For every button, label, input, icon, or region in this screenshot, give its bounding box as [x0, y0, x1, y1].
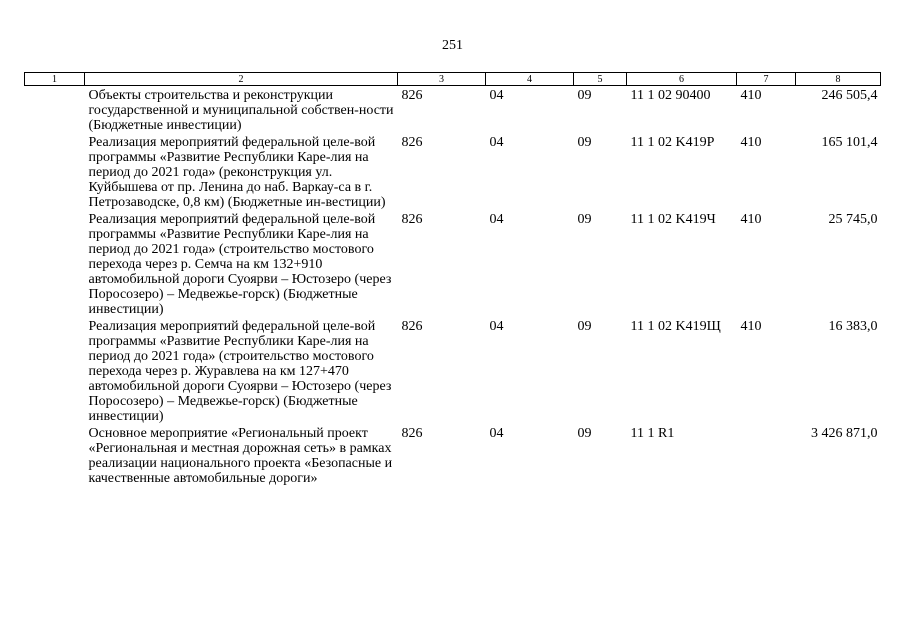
budget-table — [24, 72, 881, 486]
amount: 165 101,4 — [821, 135, 878, 150]
table-row — [25, 133, 881, 210]
column-header: 5 — [574, 73, 627, 86]
subsection-code: 09 — [577, 212, 592, 227]
expense-type-code: 410 — [740, 135, 762, 150]
column-header: 7 — [737, 73, 796, 86]
amount: 3 426 871,0 — [811, 426, 878, 441]
ministry-code: 826 — [401, 319, 423, 334]
column-header: 4 — [486, 73, 574, 86]
section-code: 04 — [489, 135, 504, 150]
expense-name: Реализация мероприятий федеральной целе-вой программы «Развитие Республики Каре-лия на период до 2021 года» (строительство мостового перехода через р. Журавлева на км 127+470 автомобильной дороги Суоярви – Юстозеро (через Поросозеро) – Медвежье-горск) (Бюджетные инвестиции) — [88, 319, 392, 424]
target-article-code: 11 1 02 K419Щ — [630, 319, 721, 334]
column-header: 1 — [25, 73, 85, 86]
column-header: 2 — [85, 73, 398, 86]
ministry-code: 826 — [401, 88, 423, 103]
ministry-code: 826 — [401, 426, 423, 441]
table-row — [25, 210, 881, 317]
subsection-code: 09 — [577, 135, 592, 150]
expense-type-code: 410 — [740, 88, 762, 103]
ministry-code: 826 — [401, 135, 423, 150]
section-code: 04 — [489, 88, 504, 103]
page-number: 251 — [442, 38, 463, 53]
column-number-row — [25, 73, 881, 86]
column-header: 8 — [796, 73, 881, 86]
section-code: 04 — [489, 426, 504, 441]
expense-name: Реализация мероприятий федеральной целе-вой программы «Развитие Республики Каре-лия на период до 2021 года» (строительство мостового перехода через р. Семча на км 132+910 автомобильной дороги Суоярви – Юстозеро (через Поросозеро) – Медвежье-горск) (Бюджетные инвестиции) — [88, 212, 392, 317]
amount: 246 505,4 — [821, 88, 878, 103]
expense-type-code — [737, 424, 796, 486]
expense-type-code: 410 — [740, 212, 762, 227]
table-row — [25, 317, 881, 424]
column-header: 3 — [398, 73, 486, 86]
target-article-code: 11 1 02 90400 — [630, 88, 711, 103]
amount: 16 383,0 — [828, 319, 878, 334]
target-article-code: 11 1 02 K419Р — [630, 135, 715, 150]
ministry-code: 826 — [401, 212, 423, 227]
subsection-code: 09 — [577, 426, 592, 441]
column-header: 6 — [627, 73, 737, 86]
amount: 25 745,0 — [828, 212, 878, 227]
expense-name: Основное мероприятие «Региональный проект «Региональная и местная дорожная сеть» в рамках реализации национального проекта «Безопасные и качественные автомобильные дороги» — [88, 426, 393, 486]
section-code: 04 — [489, 319, 504, 334]
section-code: 04 — [489, 212, 504, 227]
subsection-code: 09 — [577, 319, 592, 334]
expense-name: Объекты строительства и реконструкции государственной и муниципальной собствен-ности (Бюджетные инвестиции) — [88, 88, 394, 133]
expense-type-code: 410 — [740, 319, 762, 334]
subsection-code: 09 — [577, 88, 592, 103]
target-article-code: 11 1 R1 — [630, 426, 675, 441]
target-article-code: 11 1 02 K419Ч — [630, 212, 716, 227]
expense-name: Реализация мероприятий федеральной целе-вой программы «Развитие Республики Каре-лия на период до 2021 года» (реконструкция ул. Куйбышева от пр. Ленина до наб. Варкау-са в г. Петрозаводске, 0,8 км) (Бюджетные ин-вестиции) — [88, 135, 386, 210]
table-row — [25, 86, 881, 134]
table-row — [25, 424, 881, 486]
